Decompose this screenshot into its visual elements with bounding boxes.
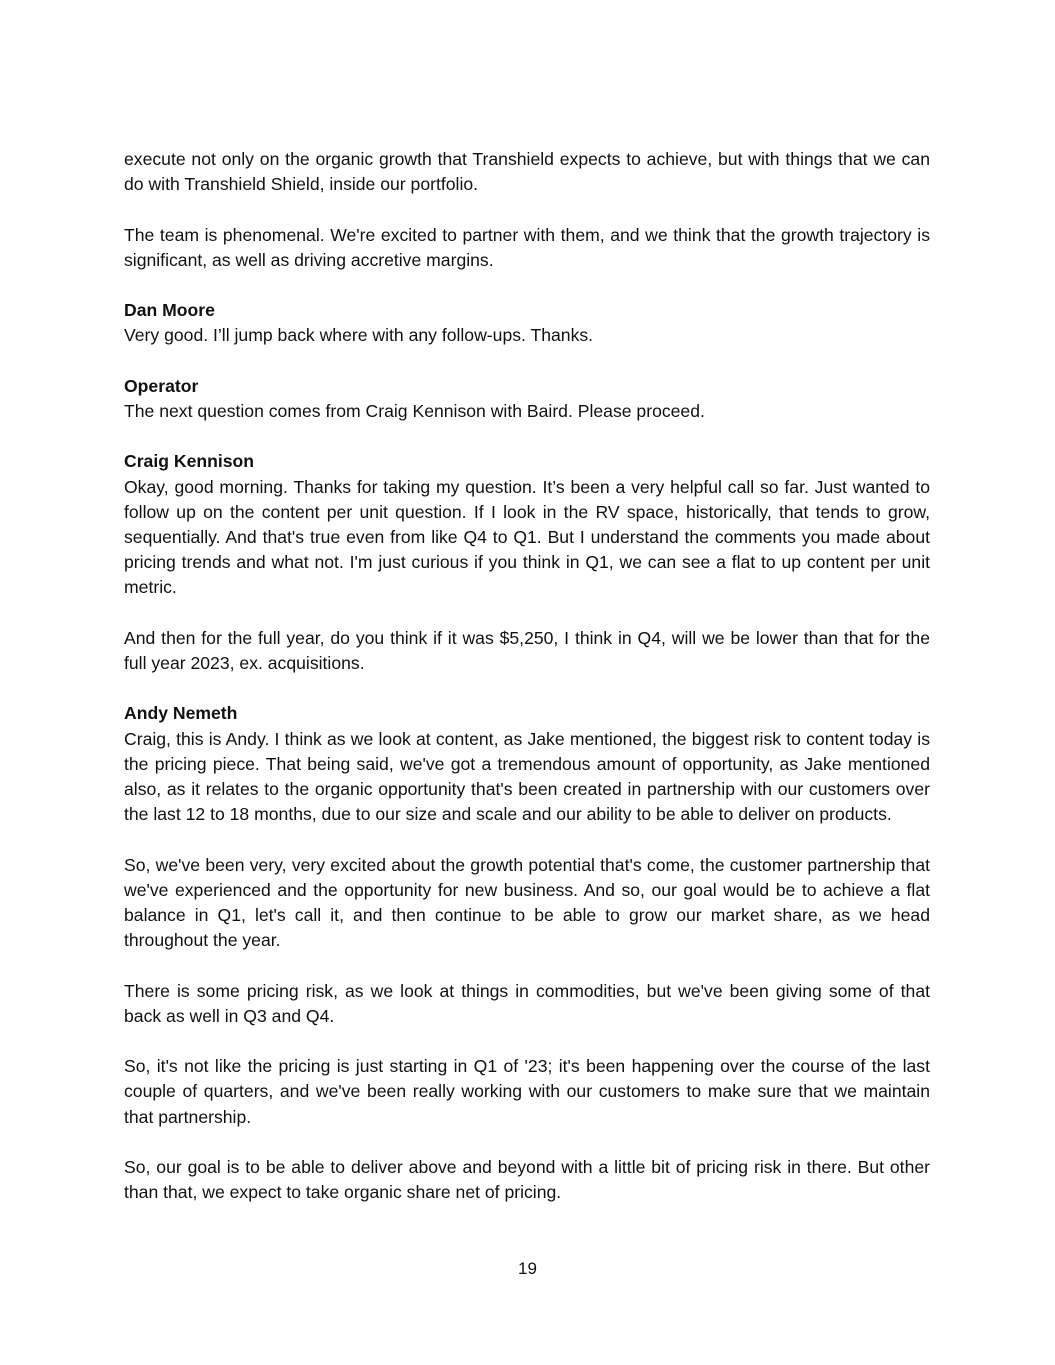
transcript-block	[124, 298, 930, 348]
transcript-block	[124, 147, 930, 197]
paragraph: And then for the full year, do you think if it was $5,250, I think in Q4, will we be lower than that for the full year 2023, ex. acquisitions.	[124, 627, 930, 673]
transcript-block	[124, 449, 930, 600]
paragraph: Craig, this is Andy. I think as we look at content, as Jake mentioned, the biggest risk to content today is the pricing piece. That being said, we've got a tremendous amount of opportunity, as Jake mentioned also, as it relates to the organic opportunity that's been created in partnership with our customers over the last 12 to 18 months, due to our size and scale and our ability to be able to deliver on products.	[124, 728, 930, 825]
transcript-body	[124, 147, 930, 1231]
transcript-block	[124, 1155, 930, 1205]
transcript-block	[124, 223, 930, 273]
paragraph: So, our goal is to be able to deliver above and beyond with a little bit of pricing risk in there. But other than that, we expect to take organic share net of pricing.	[124, 1156, 930, 1203]
speaker-name: Dan Moore	[124, 300, 215, 321]
transcript-block	[124, 626, 930, 676]
speaker-name: Operator	[124, 375, 199, 396]
paragraph: There is some pricing risk, as we look at things in commodities, but we've been giving some of that back as well in Q3 and Q4.	[124, 980, 930, 1026]
transcript-block	[124, 979, 930, 1029]
paragraph: The team is phenomenal. We're excited to partner with them, and we think that the growth trajectory is significant, as well as driving accretive margins.	[124, 224, 930, 270]
transcript-block	[124, 1054, 930, 1130]
paragraph: Very good. I’ll jump back where with any follow-ups. Thanks.	[124, 325, 594, 346]
page-number: 19	[518, 1259, 537, 1278]
paragraph: The next question comes from Craig Kennison with Baird. Please proceed.	[124, 400, 705, 421]
paragraph: So, we've been very, very excited about the growth potential that's come, the customer partnership that we've experienced and the opportunity for new business. And so, our goal would be to achieve a flat balance in Q1, let's call it, and then continue to be able to grow our market share, as we head throughout the year.	[124, 854, 930, 951]
transcript-block	[124, 701, 930, 827]
paragraph: Okay, good morning. Thanks for taking my question. It’s been a very helpful call so far. Just wanted to follow up on the content per unit question. If I look in the RV space, historically, that tends to grow, sequentially. And that's true even from like Q4 to Q1. But I understand the comments you made about pricing trends and what not. I'm just curious if you think in Q1, we can see a flat to up content per unit metric.	[124, 476, 930, 598]
speaker-name: Andy Nemeth	[124, 703, 238, 724]
speaker-name: Craig Kennison	[124, 451, 255, 472]
transcript-block	[124, 853, 930, 954]
transcript-block	[124, 374, 930, 424]
paragraph: execute not only on the organic growth that Transhield expects to achieve, but with things that we can do with Transhield Shield, inside our portfolio.	[124, 149, 930, 195]
paragraph: So, it's not like the pricing is just starting in Q1 of '23; it's been happening over the course of the last couple of quarters, and we've been really working with our customers to make sure that we maintain that partnership.	[124, 1056, 930, 1127]
